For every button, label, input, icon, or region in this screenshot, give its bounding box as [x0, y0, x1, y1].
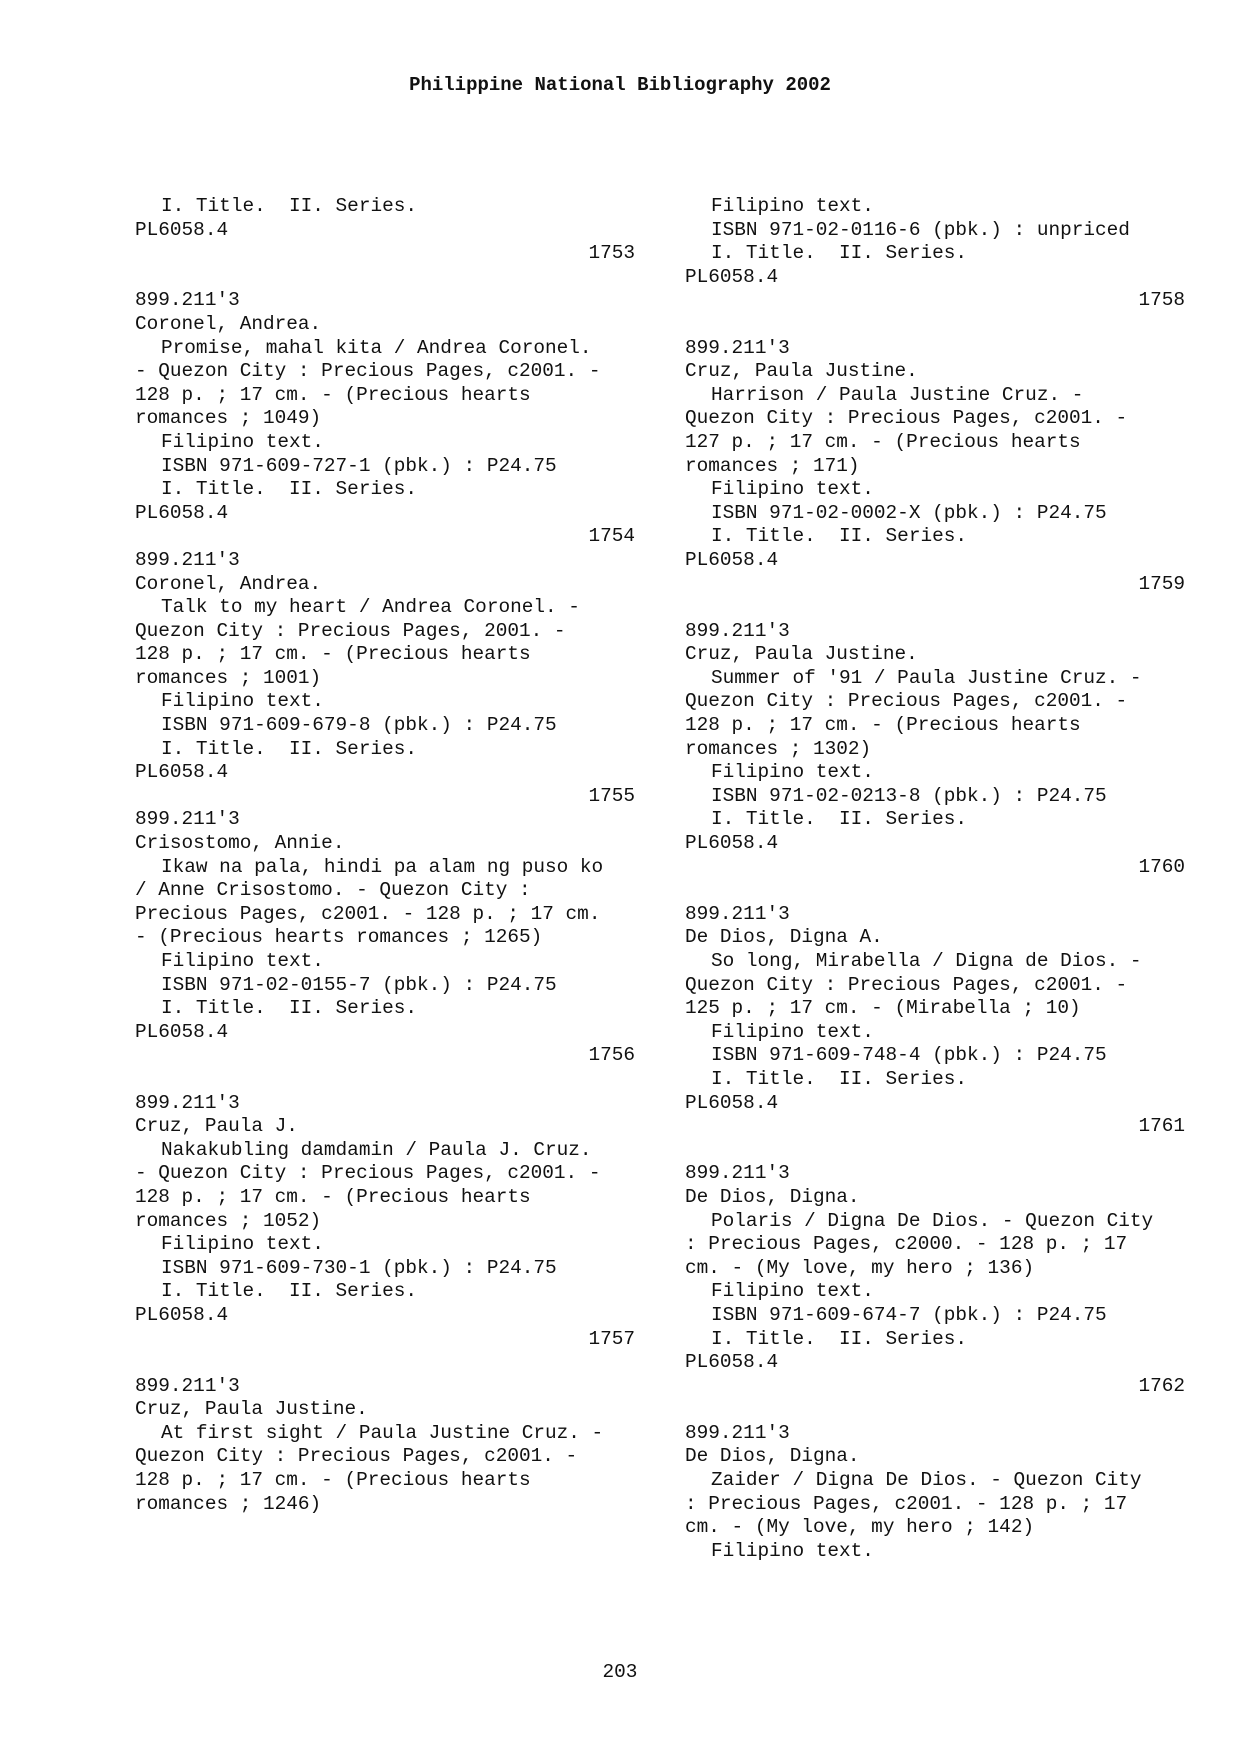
- entry-line: PL6058.4: [135, 1303, 229, 1326]
- entry-line: ISBN 971-609-748-4 (pbk.) : P24.75: [711, 1044, 1107, 1067]
- entry-line: Filipino text.: [711, 1539, 874, 1562]
- entry-line: PL6058.4: [685, 1091, 779, 1114]
- entry-line: 899.211'3: [135, 808, 240, 831]
- blank-line: [685, 596, 1240, 620]
- entry-line: Promise, mahal kita / Andrea Coronel.: [161, 336, 592, 359]
- page-title: Philippine National Bibliography 2002: [409, 74, 831, 96]
- entry-line: 128 p. ; 17 cm. - (Precious hearts: [135, 1469, 531, 1492]
- entry-line: Cruz, Paula Justine.: [685, 360, 918, 383]
- entry-number: 1759: [1138, 572, 1185, 595]
- entry-line: At first sight / Paula Justine Cruz. -: [161, 1421, 604, 1444]
- entry-line: I. Title. II. Series.: [161, 997, 417, 1020]
- entry-line: 899.211'3: [685, 1162, 790, 1185]
- entry-line: ISBN 971-609-730-1 (pbk.) : P24.75: [161, 1256, 557, 1279]
- entry-line: romances ; 1001): [135, 666, 322, 689]
- entry-line: I. Title. II. Series.: [161, 478, 417, 501]
- entry-line: De Dios, Digna A.: [685, 926, 883, 949]
- entry-line: Nakakubling damdamin / Paula J. Cruz.: [161, 1138, 592, 1161]
- entry-line: 128 p. ; 17 cm. - (Precious hearts: [135, 643, 531, 666]
- entry-line: Filipino text.: [711, 761, 874, 784]
- entry-line: PL6058.4: [135, 218, 229, 241]
- entry-line: PL6058.4: [685, 832, 779, 855]
- entry-line: Filipino text.: [711, 195, 874, 217]
- blank-line: [685, 1139, 1240, 1163]
- entry-line: Crisostomo, Annie.: [135, 832, 345, 855]
- entry-number: 1757: [588, 1327, 635, 1350]
- entry-line: Quezon City : Precious Pages, c2001. -: [685, 407, 1128, 430]
- entry-line: Filipino text.: [161, 430, 324, 453]
- entry-number: 1756: [588, 1044, 635, 1067]
- entry-line: : Precious Pages, c2000. - 128 p. ; 17: [685, 1233, 1128, 1256]
- entry-line: 899.211'3: [135, 548, 240, 571]
- entry-line: Ikaw na pala, hindi pa alam ng puso ko: [161, 855, 604, 878]
- entry-line: ISBN 971-02-0155-7 (pbk.) : P24.75: [161, 973, 557, 996]
- entry-line: Filipino text.: [711, 1280, 874, 1303]
- entry-line: 127 p. ; 17 cm. - (Precious hearts: [685, 430, 1081, 453]
- entry-line: romances ; 1302): [685, 737, 872, 760]
- entry-line: 899.211'3: [685, 902, 790, 925]
- entry-line: I. Title. II. Series.: [711, 1327, 967, 1350]
- entry-line: ISBN 971-02-0116-6 (pbk.) : unpriced: [711, 218, 1130, 241]
- entry-line: Summer of '91 / Paula Justine Cruz. -: [711, 666, 1142, 689]
- entry-line: ISBN 971-609-679-8 (pbk.) : P24.75: [161, 714, 557, 737]
- entry-line: I. Title. II. Series.: [161, 737, 417, 760]
- entry-number: 1754: [588, 525, 635, 548]
- entry-line: I. Title. II. Series.: [711, 242, 967, 265]
- entry-line: Quezon City : Precious Pages, c2001. -: [685, 973, 1128, 996]
- entry-line: cm. - (My love, my hero ; 142): [685, 1516, 1035, 1539]
- entry-line: 899.211'3: [135, 1091, 240, 1114]
- entry-line: Coronel, Andrea.: [135, 312, 322, 335]
- entry-line: De Dios, Digna.: [685, 1445, 860, 1468]
- entry-line: - (Precious hearts romances ; 1265): [135, 926, 543, 949]
- entry-line: Cruz, Paula Justine.: [135, 1398, 368, 1421]
- entry-line: 899.211'3: [685, 1421, 790, 1444]
- entry-line: De Dios, Digna.: [685, 1185, 860, 1208]
- entry-number: 1762: [1138, 1374, 1185, 1397]
- entry-line: romances ; 1052): [135, 1209, 322, 1232]
- entry-line: Filipino text.: [711, 478, 874, 501]
- entry-line: 899.211'3: [135, 289, 240, 312]
- blank-line: [685, 1398, 1240, 1422]
- entry-line: romances ; 1246): [135, 1492, 322, 1515]
- entry-line: 128 p. ; 17 cm. - (Precious hearts: [135, 383, 531, 406]
- entry-line: I. Title. II. Series.: [711, 1067, 967, 1090]
- entry-line: romances ; 1049): [135, 407, 322, 430]
- entry-number: 1760: [1138, 855, 1185, 878]
- blank-line: [135, 1068, 695, 1092]
- entry-line: 128 p. ; 17 cm. - (Precious hearts: [685, 714, 1081, 737]
- entry-line: ISBN 971-02-0213-8 (pbk.) : P24.75: [711, 784, 1107, 807]
- entry-line: Filipino text.: [161, 690, 324, 713]
- entry-number: 1753: [588, 242, 635, 265]
- entry-line: Polaris / Digna De Dios. - Quezon City: [711, 1209, 1154, 1232]
- blank-line: [685, 879, 1240, 903]
- entry-number: 1755: [588, 784, 635, 807]
- entry-line: 899.211'3: [685, 619, 790, 642]
- entry-line: I. Title. II. Series.: [711, 808, 967, 831]
- entry-line: Quezon City : Precious Pages, 2001. -: [135, 619, 566, 642]
- entry-line: : Precious Pages, c2001. - 128 p. ; 17: [685, 1492, 1128, 1515]
- blank-line: [135, 1351, 695, 1375]
- entry-line: ISBN 971-609-727-1 (pbk.) : P24.75: [161, 454, 557, 477]
- entry-line: I. Title. II. Series.: [711, 525, 967, 548]
- entry-line: PL6058.4: [685, 1351, 779, 1374]
- entry-number: 1761: [1138, 1115, 1185, 1138]
- entry-line: Precious Pages, c2001. - 128 p. ; 17 cm.: [135, 902, 601, 925]
- entry-number: 1758: [1138, 289, 1185, 312]
- entry-line: Filipino text.: [711, 1020, 874, 1043]
- entry-line: 899.211'3: [685, 336, 790, 359]
- left-column: [135, 195, 695, 1516]
- entry-line: 899.211'3: [135, 1374, 240, 1397]
- entry-line: ISBN 971-02-0002-X (pbk.) : P24.75: [711, 501, 1107, 524]
- entry-line: PL6058.4: [685, 265, 779, 288]
- entry-line: Harrison / Paula Justine Cruz. -: [711, 383, 1084, 406]
- entry-line: PL6058.4: [135, 501, 229, 524]
- entry-line: PL6058.4: [135, 761, 229, 784]
- entry-line: / Anne Crisostomo. - Quezon City :: [135, 879, 531, 902]
- entry-line: ISBN 971-609-674-7 (pbk.) : P24.75: [711, 1303, 1107, 1326]
- entry-line: romances ; 171): [685, 454, 860, 477]
- page-number: 203: [602, 1661, 638, 1683]
- entry-line: cm. - (My love, my hero ; 136): [685, 1256, 1035, 1279]
- entry-line: Cruz, Paula Justine.: [685, 643, 918, 666]
- entry-line: Quezon City : Precious Pages, c2001. -: [135, 1445, 578, 1468]
- entry-line: Coronel, Andrea.: [135, 572, 322, 595]
- blank-line: [135, 266, 695, 290]
- entry-line: 128 p. ; 17 cm. - (Precious hearts: [135, 1185, 531, 1208]
- entry-line: Filipino text.: [161, 1233, 324, 1256]
- entry-line: I. Title. II. Series.: [161, 1280, 417, 1303]
- entry-line: So long, Mirabella / Digna de Dios. -: [711, 950, 1142, 972]
- entry-line: Filipino text.: [161, 950, 324, 972]
- entry-line: I. Title. II. Series.: [161, 195, 417, 217]
- entry-line: 125 p. ; 17 cm. - (Mirabella ; 10): [685, 997, 1081, 1020]
- entry-line: - Quezon City : Precious Pages, c2001. -: [135, 360, 601, 383]
- entry-line: Cruz, Paula J.: [135, 1115, 298, 1138]
- entry-line: Zaider / Digna De Dios. - Quezon City: [711, 1469, 1142, 1492]
- entry-line: Talk to my heart / Andrea Coronel. -: [161, 596, 580, 619]
- right-column: [685, 195, 1240, 1563]
- blank-line: [685, 313, 1240, 337]
- entry-line: - Quezon City : Precious Pages, c2001. -: [135, 1162, 601, 1185]
- entry-line: PL6058.4: [685, 548, 779, 571]
- entry-line: Quezon City : Precious Pages, c2001. -: [685, 690, 1128, 713]
- entry-line: PL6058.4: [135, 1020, 229, 1043]
